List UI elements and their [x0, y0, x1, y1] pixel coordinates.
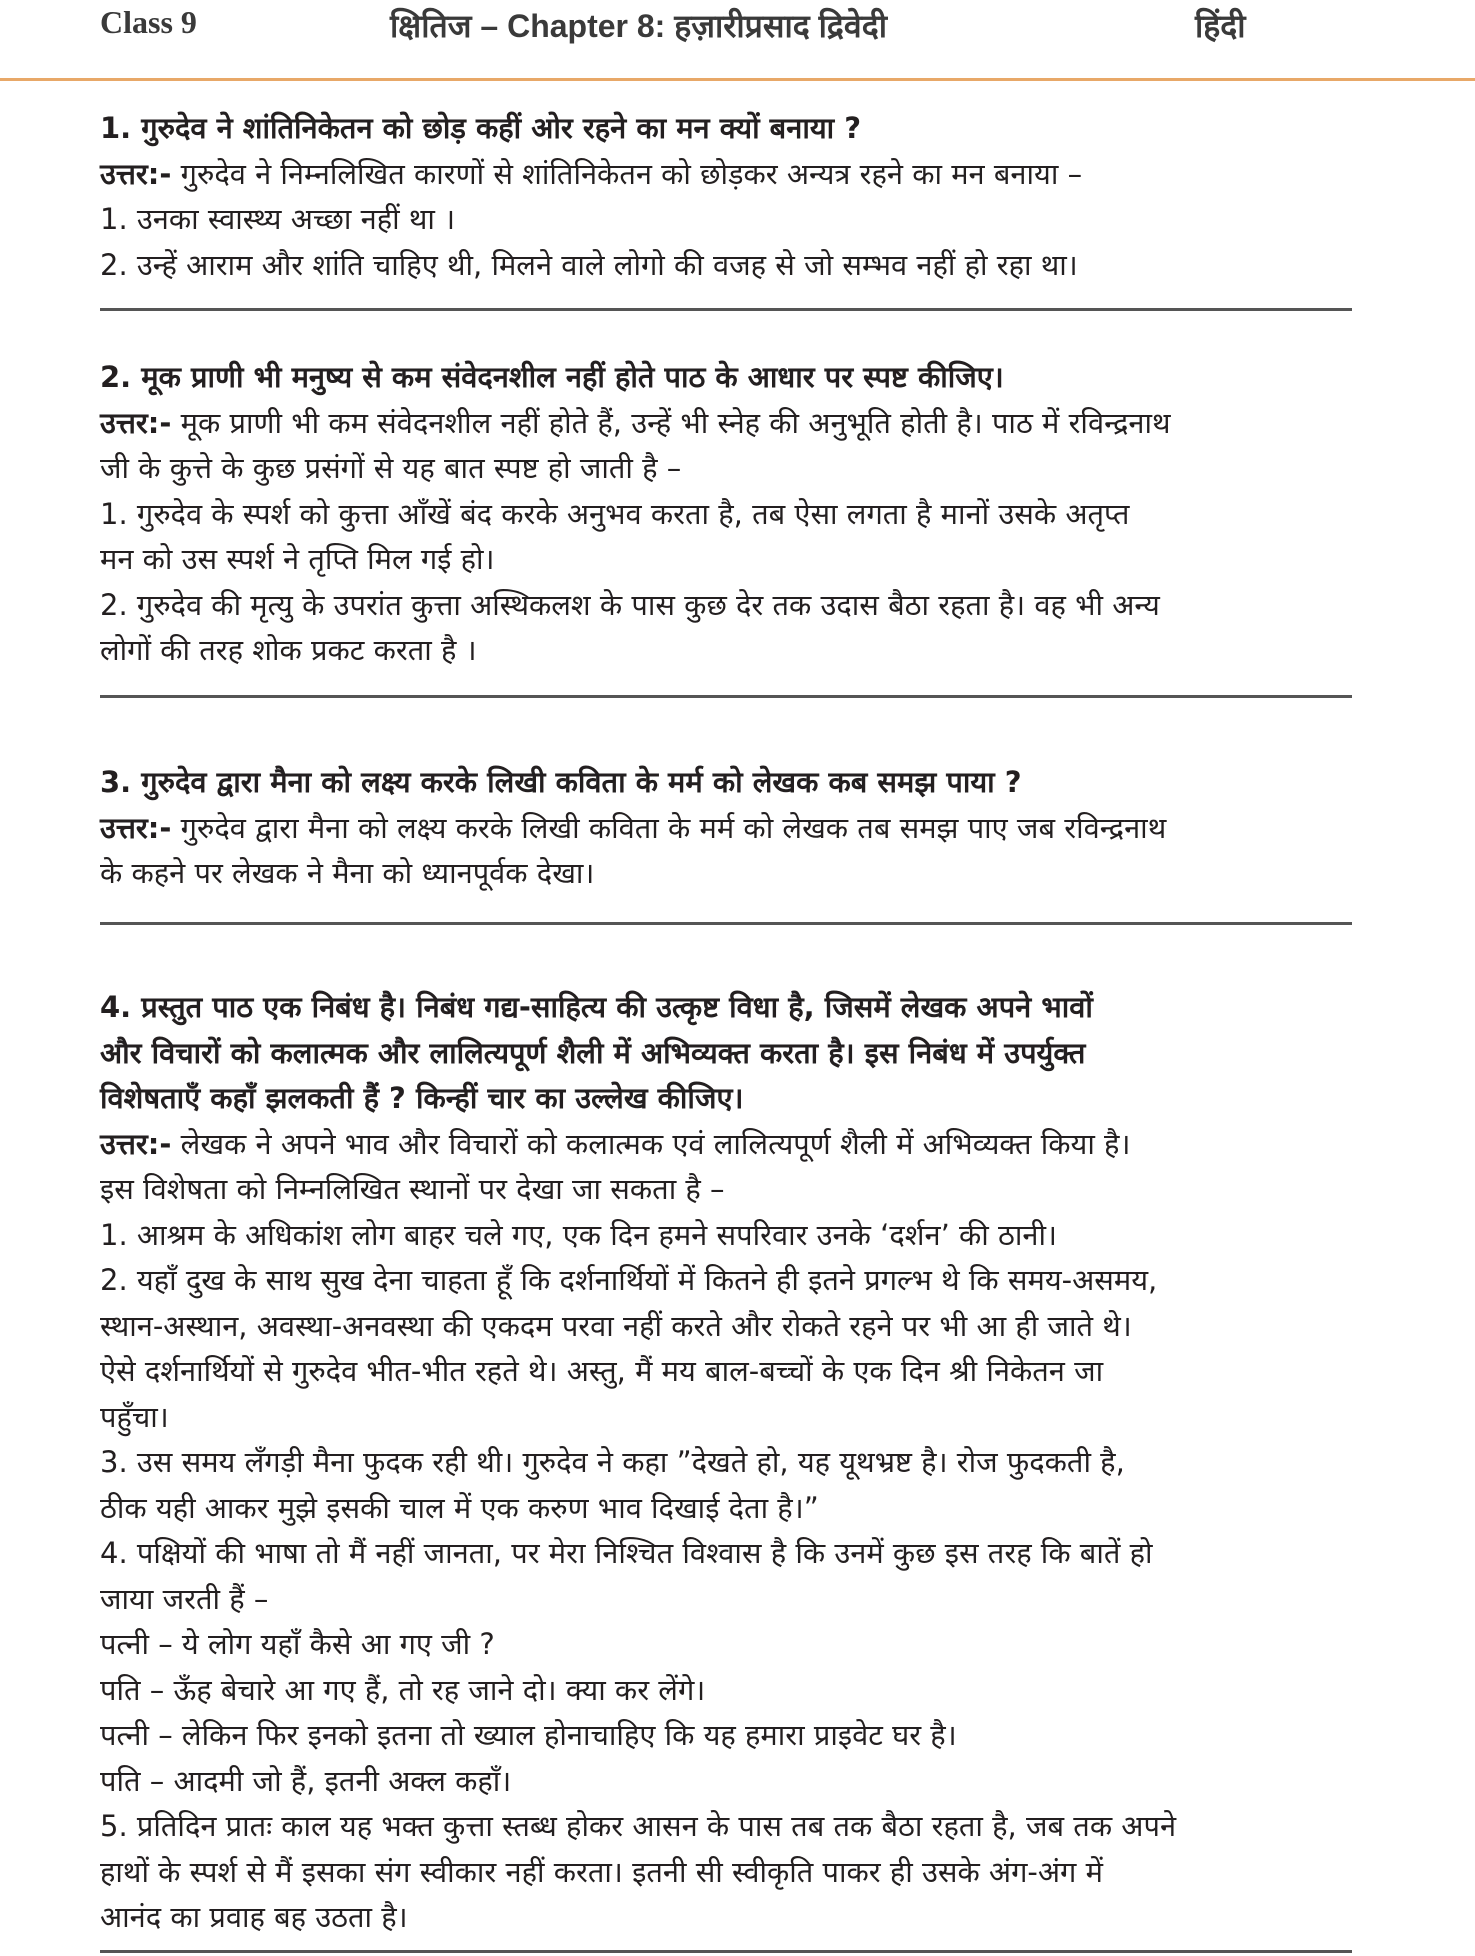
answer-line: पहुँचा। [100, 1399, 169, 1434]
answer-line: जी के कुत्ते के कुछ प्रसंगों से यह बात स्पष्ट हो जाती है – [100, 451, 682, 485]
answer-line: 2. यहाँ दुख के साथ सुख देना चाहता हूँ कि दर्शनार्थियों में कितने ही इतने प्रगल्भ थे कि समय-असमय, [100, 1263, 1158, 1297]
answer-first-line [100, 401, 1360, 447]
answer-label: उत्तर:- [100, 1126, 172, 1161]
answer-first-line [100, 806, 1360, 852]
answer-text: गुरुदेव द्वारा मैना को लक्ष्य करके लिखी कविता के मर्म को लेखक तब समझ पाए जब रविन्द्रनाथ [171, 810, 1167, 845]
answer-line: स्थान-अस्थान, अवस्था-अनवस्था की एकदम परवा नहीं करते और रोकते रहने पर भी आ ही जाते थे। [100, 1308, 1132, 1343]
answer-line: 1. आश्रम के अधिकांश लोग बाहर चले गए, एक दिन हमने सपरिवार उनके ‘दर्शन’ की ठानी। [100, 1217, 1057, 1252]
answer-line: इस विशेषता को निम्नलिखित स्थानों पर देखा जा सकता है – [100, 1172, 725, 1206]
answer-line: मन को उस स्पर्श ने तृप्ति मिल गई हो। [100, 542, 495, 576]
subject-label: हिंदी [1195, 7, 1246, 45]
answer-text: लेखक ने अपने भाव और विचारों को कलात्मक एवं लालित्यपूर्ण शैली में अभिव्यक्त किया है। [171, 1126, 1131, 1161]
question-block [100, 760, 1360, 897]
question-text: 3. गुरुदेव द्वारा मैना को लक्ष्य करके लिखी कविता के मर्म को लेखक कब समझ पाया ? [100, 765, 1022, 799]
answer-line: पत्नी – ये लोग यहाँ कैसे आ गए जी ? [100, 1627, 495, 1661]
answer-line: 5. प्रतिदिन प्रातः काल यह भक्त कुत्ता स्तब्ध होकर आसन के पास तब तक बैठा रहता है, जब तक अपने [100, 1809, 1177, 1843]
answer-line: पत्नी – लेकिन फिर इनको इतना तो ख्याल होनाचाहिए कि यह हमारा प्राइवेट घर है। [100, 1718, 957, 1752]
answer-text: गुरुदेव ने निम्नलिखित कारणों से शांतिनिकेतन को छोड़कर अन्यत्र रहने का मन बनाया – [171, 156, 1083, 191]
answer-line: 1. उनका स्वास्थ्य अच्छा नहीं था । [100, 202, 456, 236]
answer-line: 2. उन्हें आराम और शांति चाहिए थी, मिलने वाले लोगो की वजह से जो सम्भव नहीं हो रहा था। [100, 247, 1078, 282]
question-text: 2. मूक प्राणी भी मनुष्य से कम संवेदनशील नहीं होते पाठ के आधार पर स्पष्ट कीजिए। [100, 360, 1004, 394]
section-divider [100, 695, 1352, 698]
answer-first-line [100, 152, 1360, 198]
answer-label: उत्तर:- [100, 810, 172, 845]
answer-line: हाथों के स्पर्श से मैं इसका संग स्वीकार नहीं करता। इतनी सी स्वीकृति पाकर ही उसके अंग-अंग में [100, 1854, 1103, 1889]
answer-text: मूक प्राणी भी कम संवेदनशील नहीं होते हैं, उन्हें भी स्नेह की अनुभूति होती है। पाठ में रविन्द्रनाथ [171, 405, 1171, 440]
answer-line: 3. उस समय लँगड़ी मैना फुदक रही थी। गुरुदेव ने कहा ”देखते हो, यह यूथभ्रष्ट है। रोज फुदकती है, [100, 1445, 1125, 1479]
question-block [100, 106, 1360, 288]
section-divider [100, 922, 1352, 925]
question-text: विशेषताएँ कहाँ झलकती हैं ? किन्हीं चार का उल्लेख कीजिए। [100, 1081, 744, 1115]
answer-label: उत्तर:- [100, 156, 172, 191]
answer-line: आनंद का प्रवाह बह उठता है। [100, 1900, 408, 1934]
question-block [100, 355, 1360, 674]
answer-line: 1. गुरुदेव के स्पर्श को कुत्ता आँखें बंद करके अनुभव करता है, तब ऐसा लगता है मानों उसके अतृप्त [100, 496, 1130, 531]
answer-line: लोगों की तरह शोक प्रकट करता है । [100, 633, 477, 667]
answer-first-line [100, 1122, 1360, 1168]
answer-line: 4. पक्षियों की भाषा तो मैं नहीं जानता, पर मेरा निश्चित विश्वास है कि उनमें कुछ इस तरह कि बातें हो [100, 1536, 1153, 1570]
answer-line: ऐसे दर्शनार्थियों से गुरुदेव भीत-भीत रहते थे। अस्तु, मैं मय बाल-बच्चों के एक दिन श्री निकेतन जा [100, 1354, 1104, 1388]
answer-line: ठीक यही आकर मुझे इसकी चाल में एक करुण भाव दिखाई देता है।” [100, 1490, 819, 1525]
question-block [100, 985, 1360, 1941]
question-text: 1. गुरुदेव ने शांतिनिकेतन को छोड़ कहीं ओर रहने का मन क्यों बनाया ? [100, 111, 862, 145]
answer-line: जाया जरती हैं – [100, 1581, 269, 1616]
answer-line: पति – आदमी जो हैं, इतनी अक्ल कहाँ। [100, 1763, 512, 1798]
chapter-title: क्षितिज – Chapter 8: हज़ारीप्रसाद द्रिवेदी [390, 8, 887, 44]
question-text: 4. प्रस्तुत पाठ एक निबंध है। निबंध गद्य-साहित्य की उत्कृष्ट विधा है, जिसमें लेखक अपने भावों [100, 990, 1093, 1024]
answer-line: पति – ऊँह बेचारे आ गए हैं, तो रह जाने दो। क्या कर लेंगे। [100, 1672, 706, 1707]
header-divider [0, 78, 1475, 81]
answer-line: 2. गुरुदेव की मृत्यु के उपरांत कुत्ता अस्थिकलश के पास कुछ देर तक उदास बैठा रहता है। वह भी अन्य [100, 587, 1160, 622]
answer-line: के कहने पर लेखक ने मैना को ध्यानपूर्वक देखा। [100, 856, 595, 890]
section-divider [100, 308, 1352, 311]
question-text: और विचारों को कलात्मक और लालित्यपूर्ण शैली में अभिव्यक्त करता है। इस निबंध में उपर्युक्त [100, 1035, 1086, 1070]
section-divider [100, 1950, 1352, 1953]
class-label: Class 9 [100, 4, 197, 40]
answer-label: उत्तर:- [100, 405, 172, 440]
